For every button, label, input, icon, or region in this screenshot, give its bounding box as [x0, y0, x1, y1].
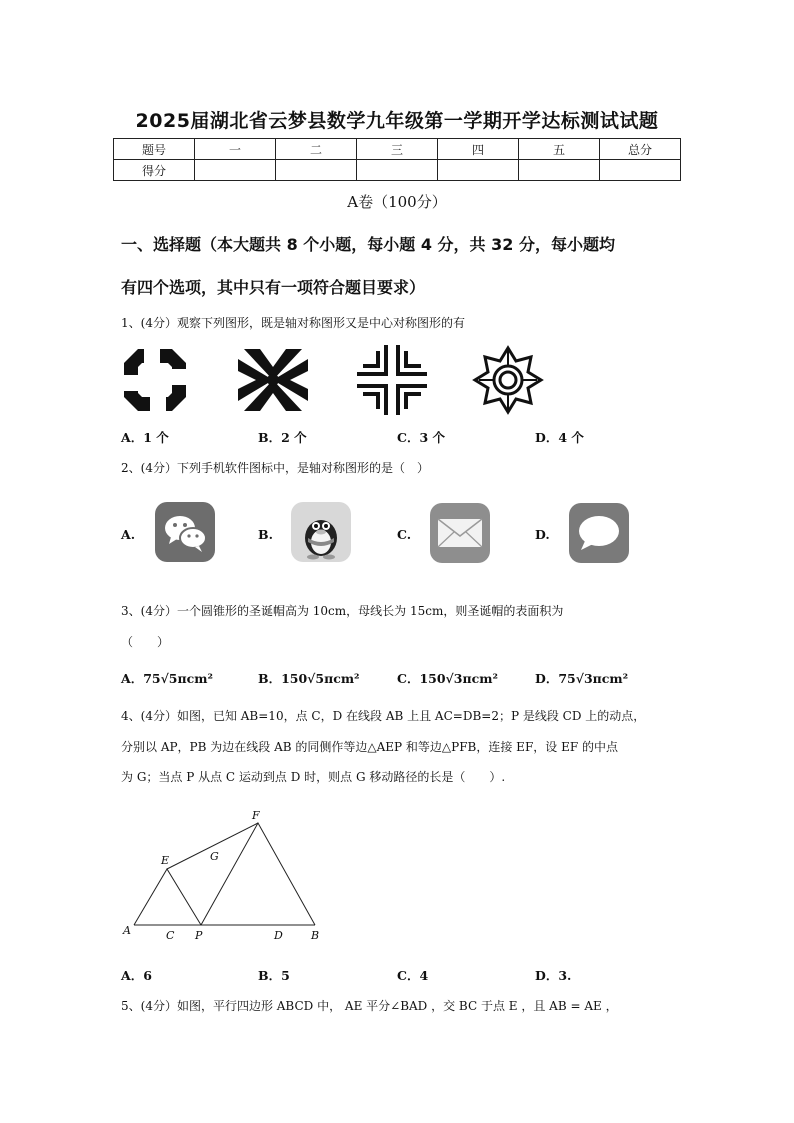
score-cell — [357, 160, 438, 181]
exam-title: 2025届湖北省云梦县数学九年级第一学期开学达标测试试题 — [135, 110, 659, 132]
q2-label-d: D. — [535, 527, 550, 542]
q3-option-d: D．75√3πcm² — [535, 671, 629, 686]
score-cell — [276, 160, 357, 181]
point-label-d: D — [274, 929, 283, 942]
q2-label-c: C. — [397, 527, 412, 542]
q1-option-d: D．4 个 — [535, 430, 584, 445]
question-4-line2: 分别以 AP，PB 为边在线段 AB 的同侧作等边△AEP 和等边△PFB，连接 EF，设 EF 的中点 — [121, 740, 618, 754]
score-table-score-row — [114, 160, 681, 181]
qq-penguin-icon — [291, 502, 351, 562]
q3-option-b: B．150√5πcm² — [258, 671, 360, 686]
section-a-heading: A卷（100分） — [347, 193, 447, 211]
score-table-col-2: 二 — [276, 139, 357, 160]
q1-option-b: B．2 个 — [258, 430, 307, 445]
octagon-frame-icon — [120, 345, 190, 415]
part1-heading-line1: 一、选择题（本大题共 8 个小题，每小题 4 分，共 32 分，每小题均 — [121, 235, 615, 254]
question-4-line3: 为 G；当点 P 从点 C 运动到点 D 时，则点 G 移动路径的长是（ ）. — [121, 770, 506, 784]
q3-option-a: A．75√5πcm² — [121, 671, 213, 686]
score-cell — [195, 160, 276, 181]
score-cell — [600, 160, 681, 181]
point-label-p: P — [195, 929, 203, 942]
part1-heading-line2: 有四个选项，其中只有一项符合题目要求） — [121, 278, 426, 297]
point-label-c: C — [166, 929, 175, 942]
score-table-col-5: 五 — [519, 139, 600, 160]
score-table-header-label: 题号 — [114, 139, 195, 160]
point-label-g: G — [210, 850, 219, 863]
point-label-e: E — [161, 854, 170, 867]
q1-option-c: C．3 个 — [397, 430, 445, 445]
q4-option-a: A．6 — [121, 968, 152, 983]
score-table-col-4: 四 — [438, 139, 519, 160]
score-table-col-3: 三 — [357, 139, 438, 160]
point-label-f: F — [252, 809, 260, 822]
score-cell — [438, 160, 519, 181]
star-flower-icon — [472, 345, 544, 415]
butterfly-shape-icon — [236, 345, 310, 415]
question-1-text: 1、(4分）观察下列图形，既是轴对称图形又是中心对称图形的有 — [121, 316, 465, 330]
score-table-col-total: 总分 — [600, 139, 681, 160]
score-table — [113, 138, 681, 181]
question-3-text: 3、(4分）一个圆锥形的圣诞帽高为 10cm，母线长为 15cm，则圣诞帽的表面积为 — [121, 604, 564, 618]
question-4-line1: 4、(4分）如图，已知 AB=10，点 C，D 在线段 AB 上且 AC=DB=2；P 是线段 CD 上的动点， — [121, 709, 646, 723]
score-table-header-row — [114, 139, 681, 160]
q1-option-a: A．1 个 — [121, 430, 169, 445]
q3-option-c: C．150√3πcm² — [397, 671, 498, 686]
q4-option-c: C．4 — [397, 968, 429, 983]
triangle-geometry-figure — [115, 805, 335, 945]
wechat-icon — [155, 502, 215, 562]
point-label-a: A — [123, 924, 131, 937]
q4-option-d: D．3. — [535, 968, 572, 983]
score-table-row-label: 得分 — [114, 160, 195, 181]
mail-envelope-icon — [430, 503, 490, 563]
message-bubble-icon — [569, 503, 629, 563]
q4-option-b: B．5 — [258, 968, 290, 983]
question-2-text: 2、(4分）下列手机软件图标中，是轴对称图形的是（ ） — [121, 461, 429, 475]
point-label-b: B — [311, 929, 320, 942]
score-table-col-1: 一 — [195, 139, 276, 160]
q2-label-b: B. — [258, 527, 273, 542]
cross-pattern-icon — [357, 345, 427, 415]
score-cell — [519, 160, 600, 181]
q2-label-a: A. — [121, 527, 136, 542]
question-3-bracket: （ ） — [121, 635, 170, 649]
question-5-text: 5、(4分）如图，平行四边形 ABCD 中， AE 平分∠BAD ，交 BC 于点 E ，且 AB = AE ， — [121, 999, 618, 1013]
